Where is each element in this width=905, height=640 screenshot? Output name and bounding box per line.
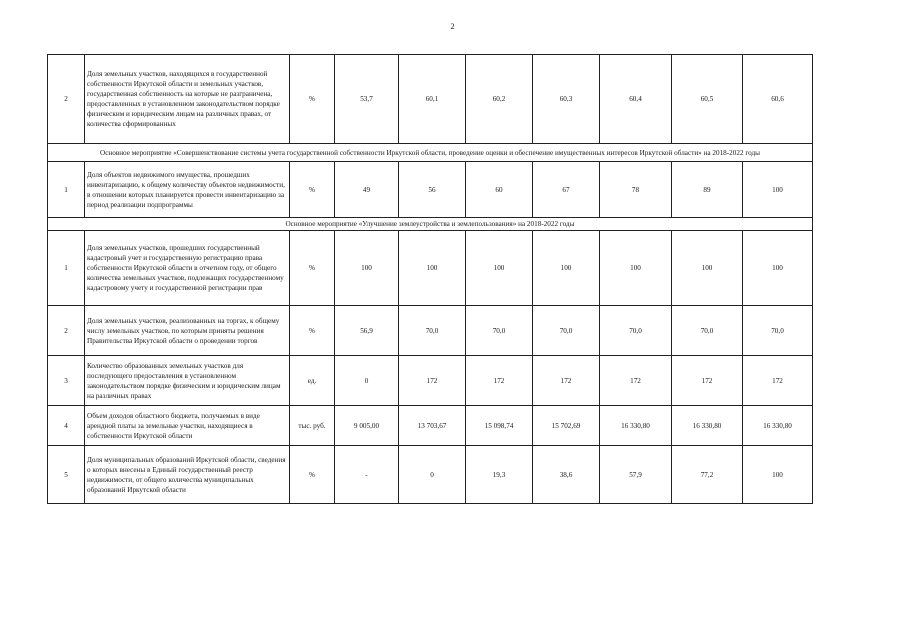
row-number: 5 <box>48 446 85 504</box>
table-row <box>48 406 813 446</box>
value-cell: 60,5 <box>672 55 743 144</box>
value-cell: 0 <box>399 446 466 504</box>
value-cell: 172 <box>600 356 672 406</box>
value-cell: 100 <box>743 231 813 306</box>
value-cell: 56,9 <box>335 306 399 356</box>
value-cell: 16 330,80 <box>600 406 672 446</box>
unit-cell: % <box>290 231 335 306</box>
unit-cell: % <box>290 446 335 504</box>
unit-cell: % <box>290 306 335 356</box>
value-cell: 78 <box>600 162 672 218</box>
value-cell: 9 005,00 <box>335 406 399 446</box>
value-cell: 100 <box>743 446 813 504</box>
value-cell: 100 <box>335 231 399 306</box>
value-cell: 172 <box>399 356 466 406</box>
indicator-name: Доля земельных участков, реализованных на торгах, к общему числу земельных участков, по которым приняты решения Правительства Иркутской области о проведении торгов <box>85 306 290 356</box>
value-cell: 15 098,74 <box>466 406 533 446</box>
value-cell: 56 <box>399 162 466 218</box>
section-row <box>48 144 813 162</box>
value-cell: 172 <box>533 356 600 406</box>
value-cell: 70,0 <box>600 306 672 356</box>
value-cell: 49 <box>335 162 399 218</box>
table-row <box>48 55 813 144</box>
value-cell: 16 330,80 <box>743 406 813 446</box>
unit-cell: ед. <box>290 356 335 406</box>
value-cell: 89 <box>672 162 743 218</box>
value-cell: 100 <box>600 231 672 306</box>
value-cell: 60,6 <box>743 55 813 144</box>
value-cell: 70,0 <box>743 306 813 356</box>
row-number: 1 <box>48 231 85 306</box>
value-cell: 19,3 <box>466 446 533 504</box>
section-row <box>48 218 813 231</box>
row-number: 4 <box>48 406 85 446</box>
value-cell: 60,1 <box>399 55 466 144</box>
value-cell: 57,9 <box>600 446 672 504</box>
value-cell: 172 <box>672 356 743 406</box>
section-heading: Основное мероприятие «Улучшение землеустройства и землепользования» на 2018-2022 годы <box>48 218 813 231</box>
row-number: 2 <box>48 306 85 356</box>
value-cell: 60,4 <box>600 55 672 144</box>
row-number: 3 <box>48 356 85 406</box>
value-cell: 16 330,80 <box>672 406 743 446</box>
indicator-name: Объем доходов областного бюджета, получаемых в виде арендной платы за земельные участки, находящиеся в собственности Иркутской области <box>85 406 290 446</box>
row-number: 1 <box>48 162 85 218</box>
value-cell: 100 <box>399 231 466 306</box>
indicator-name: Доля объектов недвижимого имущества, прошедших инвентаризацию, к общему количеству объектов недвижимости, в отношении которых планируется провести инвентаризацию за период реализации подпрограммы <box>85 162 290 218</box>
value-cell: 0 <box>335 356 399 406</box>
table-row <box>48 356 813 406</box>
value-cell: - <box>335 446 399 504</box>
value-cell: 60,2 <box>466 55 533 144</box>
value-cell: 172 <box>743 356 813 406</box>
value-cell: 70,0 <box>399 306 466 356</box>
table-row <box>48 446 813 504</box>
indicator-name: Доля земельных участков, прошедших государственный кадастровый учет и государственную регистрацию права собственности Иркутской области в отчетном году, от общего количества земельных участков, подлежащих государственному кадастровому учету и государственной регистрации прав <box>85 231 290 306</box>
value-cell: 100 <box>672 231 743 306</box>
table-row <box>48 162 813 218</box>
indicator-name: Доля муниципальных образований Иркутской области, сведения о которых внесены в Единый государственный реестр недвижимости, от общего количества муниципальных образований Иркутской области <box>85 446 290 504</box>
value-cell: 100 <box>466 231 533 306</box>
indicator-name: Доля земельных участков, находящихся в государственной собственности Иркутской области и земельных участков, государственная собственность на которые не разграничена, предоставленных в установленном законодательством порядке физическим и юридическим лицам на различных правах, от количества сформированных <box>85 55 290 144</box>
value-cell: 100 <box>533 231 600 306</box>
page-number: 2 <box>450 22 455 31</box>
table-row <box>48 231 813 306</box>
value-cell: 100 <box>743 162 813 218</box>
value-cell: 13 703,67 <box>399 406 466 446</box>
row-number: 2 <box>48 55 85 144</box>
value-cell: 70,0 <box>466 306 533 356</box>
value-cell: 172 <box>466 356 533 406</box>
section-heading: Основное мероприятие «Совершенствование системы учета государственной собственности Иркутской области, проведение оценки и обеспечение имущественных интересов Иркутской области» на 2018-2022 годы <box>48 144 813 162</box>
unit-cell: тыс. руб. <box>290 406 335 446</box>
value-cell: 77,2 <box>672 446 743 504</box>
value-cell: 70,0 <box>533 306 600 356</box>
value-cell: 70,0 <box>672 306 743 356</box>
value-cell: 67 <box>533 162 600 218</box>
indicator-name: Количество образованных земельных участков для последующего предоставления в установленном законодательством порядке физическим и юридическим лицам на различных правах <box>85 356 290 406</box>
value-cell: 53,7 <box>335 55 399 144</box>
indicators-table <box>47 54 813 504</box>
unit-cell: % <box>290 55 335 144</box>
value-cell: 60 <box>466 162 533 218</box>
value-cell: 38,6 <box>533 446 600 504</box>
value-cell: 15 702,69 <box>533 406 600 446</box>
value-cell: 60,3 <box>533 55 600 144</box>
table-row <box>48 306 813 356</box>
unit-cell: % <box>290 162 335 218</box>
